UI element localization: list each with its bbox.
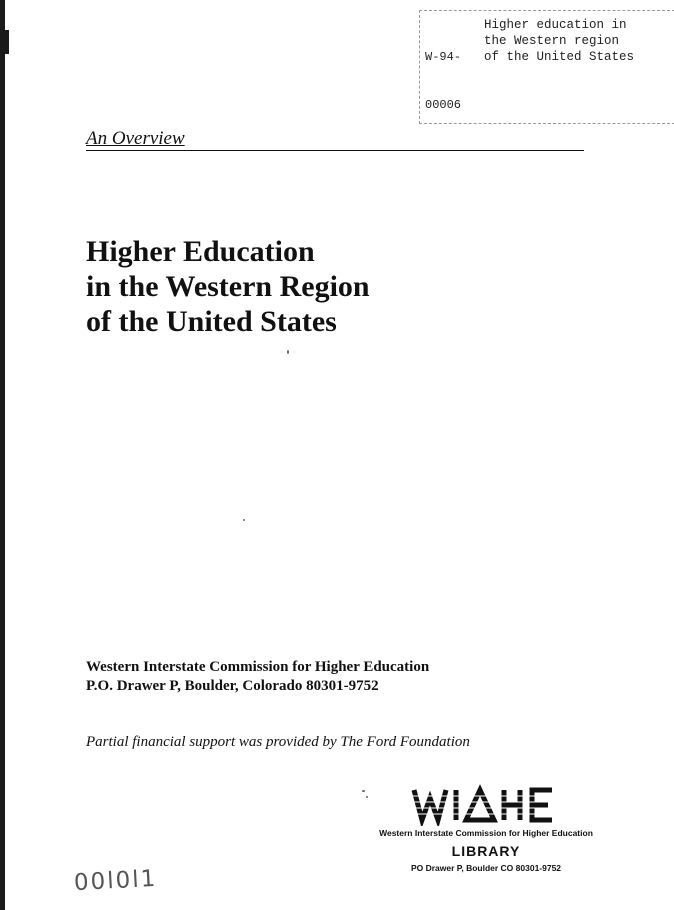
scan-speck <box>366 796 368 798</box>
scan-binding-notch <box>0 30 9 54</box>
scan-speck <box>287 350 289 354</box>
stamp-organization: Western Interstate Commission for Higher Education <box>379 828 593 838</box>
handwritten-number: 00l0l1 <box>73 865 158 897</box>
catalog-title-line: of the United States <box>484 50 635 64</box>
stamp-address: PO Drawer P, Boulder CO 80301-9752 <box>410 863 562 873</box>
title-line: Higher Education <box>86 235 315 268</box>
scan-speck <box>362 790 365 792</box>
catalog-title-line: the Western region <box>484 34 620 48</box>
publisher-block <box>86 658 429 696</box>
overview-rule <box>86 150 584 151</box>
publisher-address: P.O. Drawer P, Boulder, Colorado 80301-9752 <box>86 678 379 694</box>
scan-speck <box>243 519 245 521</box>
catalog-code <box>425 17 461 129</box>
catalog-code-line1: W-94- <box>425 50 462 64</box>
catalog-title <box>484 17 634 65</box>
catalog-title-line: Higher education in <box>484 18 627 32</box>
scan-binding-edge <box>0 0 5 910</box>
publisher-name: Western Interstate Commission for Higher Education <box>86 659 430 675</box>
title-line: of the United States <box>86 305 337 338</box>
overview-heading: An Overview <box>86 128 185 149</box>
title-line: in the Western Region <box>86 270 370 303</box>
catalog-code-line2: 00006 <box>425 98 462 112</box>
wiche-logo <box>410 784 560 826</box>
document-title <box>86 234 370 339</box>
stamp-library: LIBRARY <box>451 843 521 859</box>
funding-note: Partial financial support was provided by The Ford Foundation <box>86 734 470 750</box>
